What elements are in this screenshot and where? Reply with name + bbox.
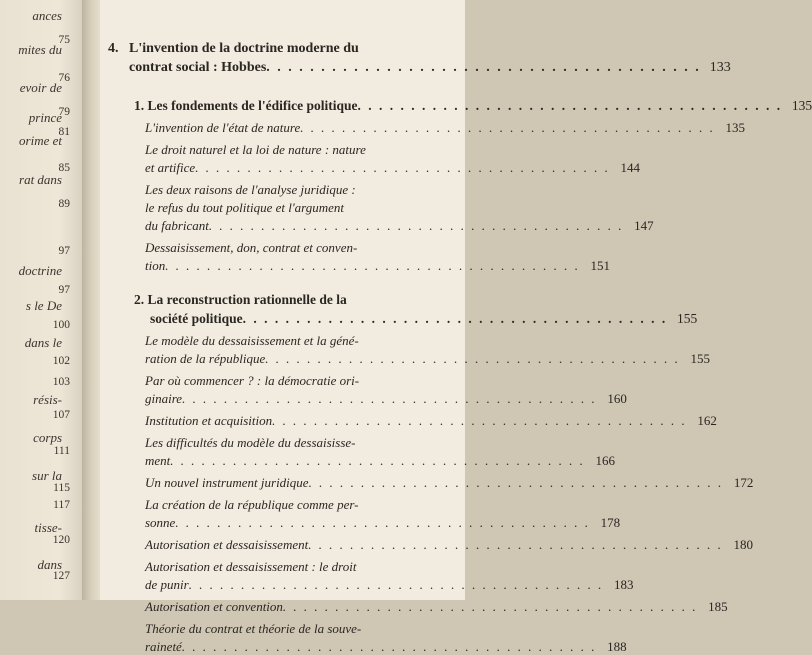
toc-subsection-entry[interactable] <box>108 373 627 407</box>
toc-subsection-entry[interactable] <box>108 240 610 274</box>
left-page-number: 79 <box>58 106 70 118</box>
subsection-title-line: tion <box>145 258 166 273</box>
left-page-number: 97 <box>58 284 70 296</box>
toc-leader-dots: . . . . . . . . . . . . . . . . . . . . . . . . . . . . . . . . . . . . . . . . <box>170 453 586 468</box>
subsection-title-line: Les deux raisons de l'analyse juridique : <box>145 182 356 197</box>
toc-page-number: 172 <box>733 475 754 490</box>
toc-leader-dots: . . . . . . . . . . . . . . . . . . . . . . . . . . . . . . . . . . . . . . . . <box>300 120 716 135</box>
toc-page-number: 188 <box>607 639 627 654</box>
left-page-number: 127 <box>52 570 70 582</box>
toc-page-number: 166 <box>595 453 616 468</box>
toc-subsection-entry[interactable] <box>108 497 621 531</box>
left-page-text-fragment: prince <box>28 110 62 125</box>
subsection-title-line: Le droit naturel et la loi de nature : nature <box>145 142 366 157</box>
toc-subsection-entry[interactable] <box>108 537 753 553</box>
section-title-line: société politique <box>150 311 243 326</box>
left-page-text-fragment: ances <box>32 8 62 23</box>
left-page-text-fragment: résis- <box>33 392 62 407</box>
subsection-title-line: et artifice <box>145 160 196 175</box>
toc-section-entry[interactable] <box>108 292 698 327</box>
toc-leader-dots: . . . . . . . . . . . . . . . . . . . . . . . . . . . . . . . . . . . . . . . . <box>182 391 597 406</box>
toc-leader-dots: . . . . . . . . . . . . . . . . . . . . . . . . . . . . . . . . . . . . . . . . <box>208 218 624 233</box>
subsection-title-line: le refus du tout politique et l'argument <box>145 200 344 215</box>
toc-leader-dots: . . . . . . . . . . . . . . . . . . . . . . . . . . . . . . . . . . . . . . . . <box>175 515 591 530</box>
subsection-title-line: ment <box>145 453 171 468</box>
chapter-number: 4. <box>108 41 119 56</box>
toc-subsection-entry[interactable] <box>108 120 746 136</box>
toc-subsection-entry[interactable] <box>108 475 754 491</box>
subsection-title-line: ginaire <box>145 391 183 406</box>
left-page-text-fragment: corps <box>33 430 62 445</box>
chapter-title-line: L'invention de la doctrine moderne du <box>129 41 359 56</box>
left-page-number: 76 <box>58 72 70 84</box>
toc-subsection-entry[interactable] <box>108 621 627 655</box>
subsection-title-line: de punir <box>145 577 189 592</box>
left-page-number: 120 <box>52 534 70 546</box>
left-page-number: 85 <box>58 162 70 174</box>
left-page-number: 107 <box>52 409 70 421</box>
subsection-title-line: du fabricant <box>145 218 209 233</box>
subsection-title-line: Autorisation et convention <box>145 599 283 614</box>
toc-subsection-entry[interactable] <box>108 435 616 469</box>
left-page-number: 102 <box>52 355 70 367</box>
subsection-title-line: ration de la république <box>145 351 266 366</box>
toc-leader-dots: . . . . . . . . . . . . . . . . . . . . . . . . . . . . . . . . . . . . . . . . <box>308 475 724 490</box>
toc-leader-dots: . . . . . . . . . . . . . . . . . . . . . . . . . . . . . . . . . . . . . . . . <box>357 98 783 113</box>
left-page-text-fragment: tisse- <box>34 520 62 535</box>
toc-leader-dots: . . . . . . . . . . . . . . . . . . . . . . . . . . . . . . . . . . . . . . . . <box>188 577 604 592</box>
toc-page-number: 155 <box>690 351 710 366</box>
left-page-number: 97 <box>58 245 70 257</box>
left-page-number: 100 <box>52 319 70 331</box>
left-page-text-fragment: doctrine <box>18 263 62 278</box>
toc-subsection-entry[interactable] <box>108 182 654 234</box>
subsection-title-line: La création de la république comme per- <box>145 497 359 512</box>
left-page-text-fragment: evoir de <box>19 80 62 95</box>
left-page <box>0 0 84 600</box>
toc-leader-dots: . . . . . . . . . . . . . . . . . . . . . . . . . . . . . . . . . . . . . . . . <box>165 258 580 273</box>
subsection-title-line: Théorie du contrat et théorie de la souve- <box>145 621 362 636</box>
subsection-title-line: Autorisation et dessaisissement : le droit <box>145 559 357 574</box>
left-page-number: 115 <box>53 482 70 494</box>
toc-section-entry[interactable] <box>108 98 812 114</box>
left-page-number: 103 <box>52 376 70 388</box>
toc-leader-dots: . . . . . . . . . . . . . . . . . . . . . . . . . . . . . . . . . . . . . . . . <box>181 639 597 654</box>
toc-subsection-entry[interactable] <box>108 333 710 367</box>
left-page-number: 89 <box>58 198 70 210</box>
toc-leader-dots: . . . . . . . . . . . . . . . . . . . . . . . . . . . . . . . . . . . . . . . . <box>265 351 680 366</box>
subsection-title-line: Dessaisissement, don, contrat et conven- <box>145 240 358 255</box>
toc-page-number: 162 <box>697 413 717 428</box>
left-page-text-fragment: dans le <box>24 335 62 350</box>
toc-subsection-entry[interactable] <box>108 559 634 593</box>
left-page-text-fragment: s le De <box>25 298 62 313</box>
left-page-text-fragment: sur la <box>32 468 62 483</box>
toc-page-number: 180 <box>733 537 753 552</box>
toc-page-number: 185 <box>708 599 728 614</box>
left-page-number: 111 <box>53 445 70 457</box>
left-page-number: 75 <box>58 34 70 46</box>
subsection-title-line: Institution et acquisition <box>145 413 273 428</box>
toc-leader-dots: . . . . . . . . . . . . . . . . . . . . . . . . . . . . . . . . . . . . . . . . <box>242 311 668 326</box>
toc-page-number: 160 <box>607 391 627 406</box>
toc-page-number: 151 <box>590 258 610 273</box>
toc-chapter-entry[interactable] <box>108 40 731 76</box>
subsection-title-line: Un nouvel instrument juridique <box>145 475 309 490</box>
toc-leader-dots: . . . . . . . . . . . . . . . . . . . . . . . . . . . . . . . . . . . . . . . . <box>308 537 723 552</box>
toc-subsection-entry[interactable] <box>108 413 717 429</box>
toc-subsection-entry[interactable] <box>108 142 640 176</box>
toc-page-number: 147 <box>634 218 654 233</box>
subsection-title-line: Autorisation et dessaisissement <box>145 537 309 552</box>
toc-page-number: 155 <box>677 311 698 326</box>
toc-page-number: 135 <box>791 98 812 113</box>
toc-page-number: 144 <box>620 160 640 175</box>
toc-subsection-entry[interactable] <box>108 599 728 615</box>
table-of-contents <box>108 40 812 655</box>
section-title-line: 2. La reconstruction rationnelle de la <box>134 292 347 307</box>
subsection-title-line: Les difficultés du modèle du dessaisisse- <box>145 435 356 450</box>
left-page-text-fragment: rat dans <box>19 172 62 187</box>
chapter-title-line: contrat social : Hobbes <box>129 60 267 75</box>
toc-leader-dots: . . . . . . . . . . . . . . . . . . . . . . . . . . . . . . . . . . . . . . . . <box>282 599 698 614</box>
toc-leader-dots: . . . . . . . . . . . . . . . . . . . . . . . . . . . . . . . . . . . . . . . . <box>272 413 687 428</box>
toc-page-number: 183 <box>613 577 634 592</box>
section-title-line: 1. Les fondements de l'édifice politique <box>134 98 358 113</box>
toc-page-number: 178 <box>600 515 621 530</box>
toc-leader-dots: . . . . . . . . . . . . . . . . . . . . . . . . . . . . . . . . . . . . . . . . <box>195 160 610 175</box>
subsection-title-line: L'invention de l'état de nature <box>145 120 301 135</box>
toc-page-number: 135 <box>725 120 746 135</box>
left-page-number: 81 <box>58 126 70 138</box>
left-page-text-fragment: dans <box>37 557 62 572</box>
right-page <box>100 0 812 654</box>
subsection-title-line: Par où commencer ? : la démocratie ori- <box>145 373 360 388</box>
subsection-title-line: raineté <box>145 639 182 654</box>
left-page-text-fragment: mites du <box>18 42 62 57</box>
left-page-text-fragment: orime et <box>19 133 62 148</box>
subsection-title-line: Le modèle du dessaisissement et la géné- <box>145 333 359 348</box>
toc-leader-dots: . . . . . . . . . . . . . . . . . . . . . . . . . . . . . . . . . . . . . . . . <box>266 60 701 75</box>
left-page-number: 117 <box>53 499 70 511</box>
subsection-title-line: sonne <box>145 515 176 530</box>
toc-page-number: 133 <box>709 60 731 75</box>
